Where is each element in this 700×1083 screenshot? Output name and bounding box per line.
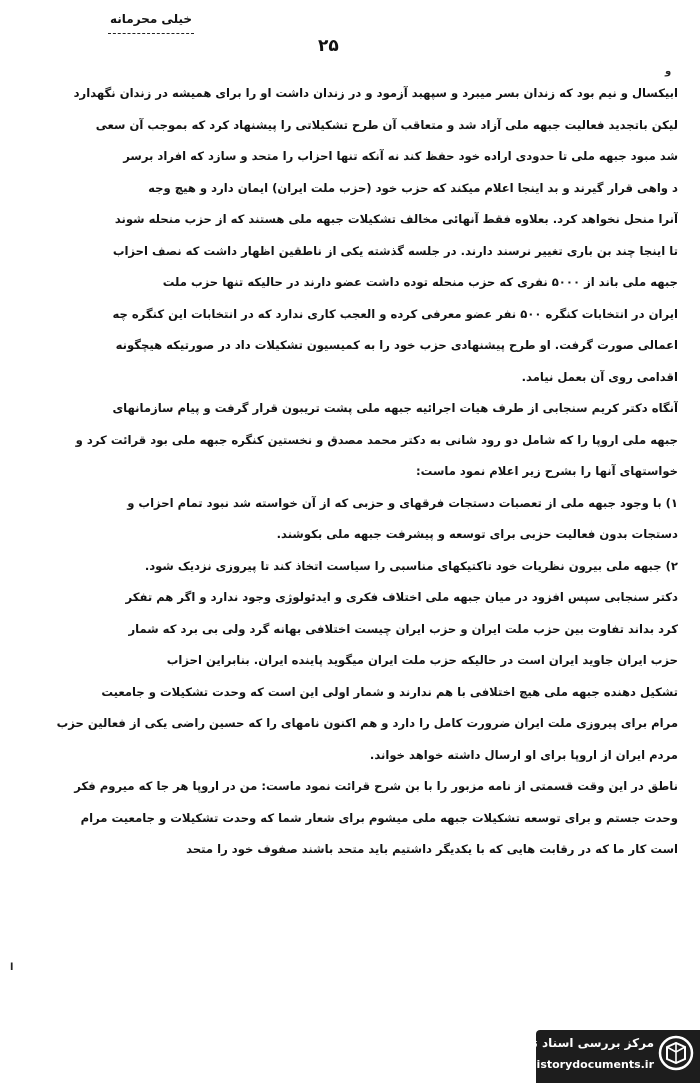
- watermark-title: مرکز بررسی اسناد تاریخی: [496, 1036, 654, 1050]
- text-line: تا اینجا چند بن باری تغییر نرسند دارند. در جلسه گذشته یکی از ناطقین اظهار داشت که نصف احزاب: [112, 243, 678, 258]
- margin-mark: و: [665, 66, 672, 77]
- text-line: آنرا منحل نخواهد کرد. بعلاوه فقط آنهائی مخالف تشکیلات جبهه ملی هستند که از حزب منحله شوند: [114, 212, 678, 226]
- page-number: ۲۵: [318, 36, 339, 56]
- text-line: خواستهای آنها را بشرح زیر اعلام نمود ماست:: [416, 464, 678, 478]
- classification-underline: [108, 33, 194, 34]
- watermark-url: historydocuments.ir: [528, 1058, 654, 1071]
- text-line: ناطق در این وقت قسمتی از نامه مزبور را با بن شرح قرائت نمود ماست: من در اروپا هر جا که میروم فکر: [74, 779, 678, 793]
- archive-watermark: [496, 1030, 700, 1083]
- text-line: جبهه ملی اروپا را که شامل دو رود شانی به دکتر محمد مصدق و نخستین کنگره جبهه ملی بود قرائت کرد و: [75, 432, 678, 447]
- margin-mark: ا: [10, 962, 14, 973]
- text-line: تشکیل دهنده جبهه ملی هیچ اختلافی با هم ندارند و شمار اولی این است که وحدت تشکیلات و جامعیت: [101, 684, 678, 699]
- classification-stamp: خیلی محرمانه: [109, 12, 193, 26]
- text-line: حزب ایران جاوید ایران است در حالیکه حزب ملت ایران میگوید پاینده ایران. بنابراین احزاب: [166, 653, 678, 667]
- text-line: وحدت جستم و برای توسعه تشکیلات جبهه ملی میشوم برای شعار شما که وحدت تشکیلات و جامعیت مرام: [80, 810, 678, 825]
- text-line: ابیکسال و نیم بود که زندان بسر میبرد و سپهبد آزمود و در زندان داشت او را برای همیشه در زندان نگهدارد: [73, 86, 678, 100]
- document-body: [30, 78, 678, 866]
- text-line: مرام برای پیروزی ملت ایران ضرورت کامل را دارد و هم اکنون نامهای را که حسین راضی یکی از فعالین حزب: [56, 716, 678, 730]
- text-line: د واهی قرار گیرند و بد اینجا اعلام میکند که حزب خود (حزب ملت ایران) ایمان دارد و هیچ وجه: [148, 180, 678, 195]
- text-line: آنگاه دکتر کریم سنجابی از طرف هیات اجرائیه جبهه ملی پشت تریبون قرار گرفت و پیام سازمانهای: [112, 401, 678, 415]
- text-line: ایران در انتخابات کنگره ۵۰۰ نفر عضو معرفی کرده و العجب کاری ندارد که در انتخابات این کنگره چه: [112, 306, 678, 321]
- text-line: لیکن باتجدید فعالیت جبهه ملی آزاد شد و متعاقب آن طرح تشکیلاتی را پیشنهاد کرد که بموجب آن سعی: [95, 117, 678, 132]
- text-line: دستجات بدون فعالیت حزبی برای توسعه و پیشرفت جبهه ملی بکوشند.: [276, 527, 678, 541]
- text-line: است کار ما که در رقابت هایی که با یکدیگر داشتیم باید متحد باشند صفوف خود را متحد: [186, 842, 678, 856]
- text-line: کرد بداند تفاوت بین حزب ملت ایران و حزب ایران چیست اختلافی بهانه گرد ولی بی برد که شمار: [128, 621, 678, 636]
- archive-seal-icon: [658, 1035, 694, 1071]
- text-line: اقدامی روی آن بعمل نیامد.: [521, 369, 678, 384]
- text-line: ۲) جبهه ملی بیرون نظریات خود تاکتیکهای مناسبی را سیاست اتخاذ کند تا پیروزی نزدیک شود.: [144, 558, 678, 573]
- text-line: اعمالی صورت گرفت. او طرح پیشنهادی حزب خود را به کمیسیون تشکیلات داد در صورتیکه هیچگونه: [115, 338, 678, 352]
- text-line: دکتر سنجابی سپس افزود در میان جبهه ملی اختلاف فکری و ایدئولوژی وجود ندارد و اگر هم تفکر: [125, 590, 678, 604]
- text-line: ۱) با وجود جبهه ملی از تعصبات دستجات فرقهای و حزبی که از آن خواسته شد نبود تمام احزاب و: [127, 495, 678, 510]
- text-line: جبهه ملی باند از ۵۰۰۰ نفری که حزب منحله توده داشت عضو دارند در حالیکه تنها حزب ملت: [162, 275, 678, 289]
- text-line: مردم ایران از اروپا برای او ارسال داشته خواهد خواند.: [369, 747, 678, 762]
- text-line: شد مبود جبهه ملی تا حدودی اراده خود حفظ کند نه آنکه تنها احزاب را متحد و سازد که افراد برسر: [123, 149, 678, 163]
